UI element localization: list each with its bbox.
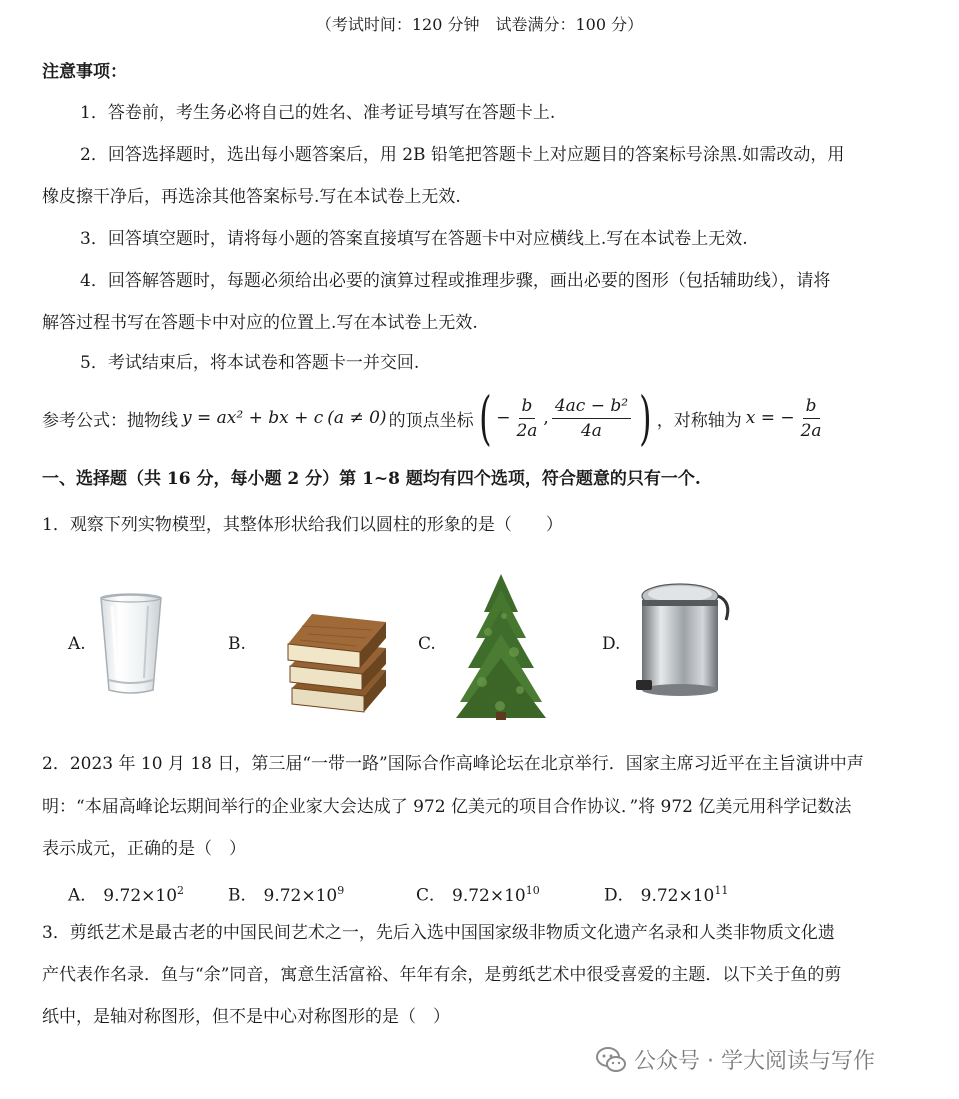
exam-header: （考试时间：120 分钟 试卷满分：100 分） — [315, 15, 644, 34]
notice-title: 注意事项： — [42, 62, 127, 82]
vertex-y-num: 4ac − b² — [552, 394, 631, 419]
question-3-line-2: 产代表作名录．鱼与“余”同音，寓意生活富裕、年年有余，是剪纸艺术中很受喜爱的主题．以下关于鱼的剪 — [42, 965, 842, 985]
question-2-line-3: 表示成元，正确的是（ ） — [42, 839, 246, 859]
axis-num: b — [803, 394, 820, 419]
notice-5: 5．考试结束后，将本试卷和答题卡一并交回. — [80, 353, 420, 373]
q2-option-a — [68, 880, 184, 907]
axis-den: 2a — [800, 420, 822, 441]
question-1: 1．观察下列实物模型，其整体形状给我们以圆柱的形象的是（ ） — [42, 515, 563, 535]
q2-option-c — [416, 880, 540, 907]
minus-sign: − — [496, 408, 511, 428]
books-image — [282, 600, 394, 718]
section-1-title: 一、选择题（共 16 分，每小题 2 分）第 1~8 题均有四个选项，符合题意的只有一个. — [42, 469, 701, 489]
axis-text: ，对称轴为 — [656, 410, 742, 431]
vertex-x-fraction — [513, 394, 540, 443]
watermark — [596, 1044, 875, 1075]
formula-equation: y = ax² + bx + c — [182, 408, 324, 428]
axis-equation: x = − — [745, 408, 795, 428]
q2-option-c-base: 9.72×10 — [452, 885, 526, 906]
q2-option-b-exp: 9 — [337, 884, 345, 897]
trash-can-image — [634, 580, 734, 700]
q2-option-c-exp: 10 — [525, 884, 540, 897]
vertex-y-fraction — [552, 394, 631, 443]
notice-1: 1．答卷前，考生务必将自己的姓名、准考证号填写在答题卡上. — [80, 103, 556, 123]
q1-option-b: B. — [228, 634, 246, 654]
q2-option-b-base: 9.72×10 — [263, 885, 338, 906]
watermark-text: 公众号 · 学大阅读与写作 — [634, 1049, 875, 1074]
q2-option-d-exp: 11 — [714, 884, 729, 897]
right-paren: ) — [639, 384, 652, 452]
q1-option-a: A. — [68, 634, 86, 654]
reference-formula — [42, 384, 828, 452]
axis-fraction — [798, 394, 825, 443]
vertex-x-num: b — [519, 394, 536, 419]
q2-option-b — [228, 880, 344, 907]
formula-condition: (a ≠ 0) — [327, 408, 387, 428]
q2-option-a-exp: 2 — [177, 884, 185, 897]
q2-option-d — [604, 880, 728, 907]
q2-option-d-label: D． — [604, 885, 635, 906]
q2-option-b-label: B． — [228, 885, 258, 906]
comma: , — [543, 408, 549, 428]
vertex-x-den: 2a — [516, 420, 538, 441]
notice-2-cont: 橡皮擦干净后，再选涂其他答案标号.写在本试卷上无效. — [42, 187, 461, 207]
q1-option-d: D. — [602, 634, 621, 654]
notice-2: 2．回答选择题时，选出每小题答案后，用 2B 铅笔把答题卡上对应题目的答案标号涂黑.如需改动，用 — [80, 145, 845, 165]
wechat-icon — [596, 1046, 626, 1074]
question-3-line-1: 3．剪纸艺术是最古老的中国民间艺术之一，先后入选中国国家级非物质文化遗产名录和人类非物质文化遗 — [42, 923, 835, 943]
q2-option-d-base: 9.72×10 — [640, 885, 715, 906]
left-paren: ( — [478, 384, 492, 452]
vertex-text: 的顶点坐标 — [388, 410, 474, 431]
question-3-line-3: 纸中，是轴对称图形，但不是中心对称图形的是（ ） — [42, 1007, 450, 1027]
q2-option-a-base: 9.72×10 — [103, 885, 178, 906]
question-2-line-2: 明：“本届高峰论坛期间举行的企业家大会达成了 972 亿美元的项目合作协议．”将 972 亿美元用科学记数法 — [42, 797, 852, 817]
notice-3: 3．回答填空题时，请将每小题的答案直接填写在答题卡中对应横线上.写在本试卷上无效. — [80, 229, 748, 249]
q2-option-a-label: A． — [68, 885, 98, 906]
glass-image — [98, 592, 164, 696]
vertex-y-den: 4a — [580, 420, 602, 441]
tree-image — [454, 572, 548, 720]
notice-4: 4．回答解答题时，每题必须给出必要的演算过程或推理步骤，画出必要的图形（包括辅助线），请将 — [80, 271, 831, 291]
notice-4-cont: 解答过程书写在答题卡中对应的位置上.写在本试卷上无效. — [42, 313, 478, 333]
q2-option-c-label: C． — [416, 885, 447, 906]
question-2-line-1: 2．2023 年 10 月 18 日，第三届“一带一路”国际合作高峰论坛在北京举行．国家主席习近平在主旨演讲中声 — [42, 754, 864, 774]
q1-option-c: C. — [418, 634, 436, 654]
formula-prefix: 参考公式：抛物线 — [42, 410, 178, 431]
